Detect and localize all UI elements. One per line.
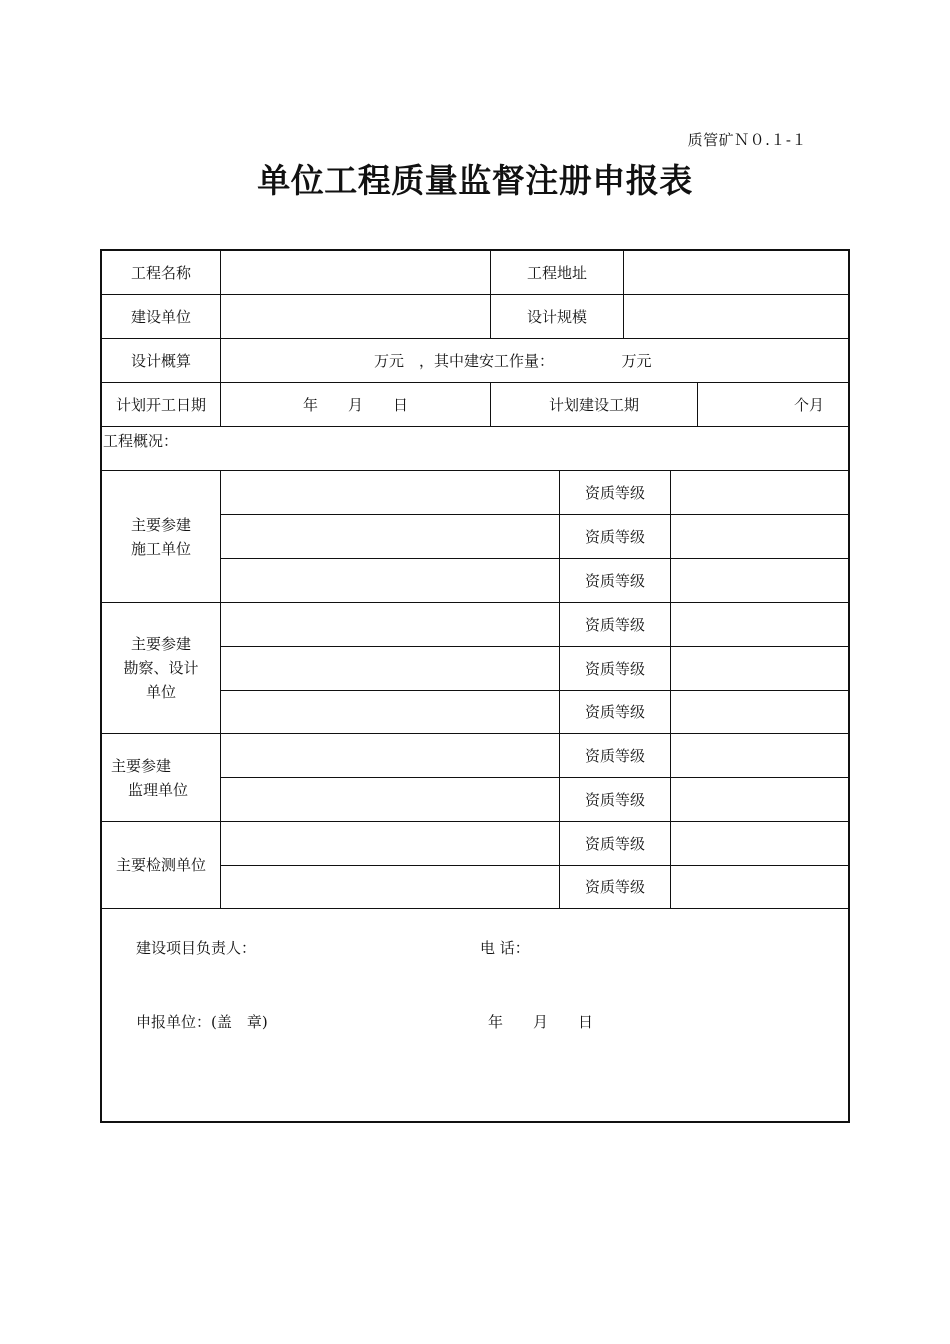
- unit-name-field[interactable]: [221, 471, 559, 514]
- qualification-label: 资质等级: [584, 834, 645, 853]
- design-scale-label: 设计规模: [526, 307, 587, 326]
- project-address-field[interactable]: [624, 251, 848, 294]
- qualification-label: 资质等级: [584, 703, 645, 721]
- qualification-label: 资质等级: [584, 483, 645, 502]
- testing-unit-label: 主要检测单位: [115, 856, 206, 874]
- project-leader-label: 建设项目负责人：: [136, 939, 257, 957]
- phone-label: 电 话：: [480, 939, 530, 957]
- qualification-label: 资质等级: [584, 746, 645, 765]
- unit-name-field[interactable]: [221, 822, 559, 865]
- supervision-unit-label: 主要参建 监理单位: [111, 756, 189, 799]
- design-budget-label: 设计概算: [130, 351, 191, 370]
- applicant-unit-label: 申报单位：(盖 章): [136, 1013, 268, 1031]
- qualification-field[interactable]: [671, 647, 848, 690]
- unit-name-field[interactable]: [221, 647, 559, 690]
- planned-period-field[interactable]: 个月: [793, 395, 824, 414]
- qualification-field[interactable]: [671, 691, 848, 733]
- project-address-label: 工程地址: [526, 263, 587, 282]
- planned-period-label: 计划建设工期: [548, 395, 639, 414]
- owner-unit-field[interactable]: [221, 295, 490, 338]
- owner-unit-label: 建设单位: [130, 307, 191, 326]
- project-name-label: 工程名称: [130, 263, 191, 282]
- unit-name-field[interactable]: [221, 866, 559, 908]
- construction-unit-label: 主要参建 施工单位: [130, 515, 191, 558]
- unit-name-field[interactable]: [221, 515, 559, 558]
- planned-start-label: 计划开工日期: [115, 395, 206, 414]
- project-name-field[interactable]: [221, 251, 490, 294]
- unit-name-field[interactable]: [221, 778, 559, 821]
- qualification-field[interactable]: [671, 603, 848, 646]
- registration-form: [100, 249, 850, 1123]
- qualification-label: 资质等级: [584, 615, 645, 634]
- qualification-label: 资质等级: [584, 659, 645, 678]
- qualification-label: 资质等级: [584, 571, 645, 590]
- qualification-label: 资质等级: [584, 878, 645, 896]
- qualification-field[interactable]: [671, 778, 848, 821]
- planned-start-date[interactable]: 年 月 日: [302, 395, 408, 414]
- qualification-field[interactable]: [671, 734, 848, 777]
- qualification-field[interactable]: [671, 866, 848, 908]
- page-title: 单位工程质量监督注册申报表: [257, 161, 693, 200]
- survey-design-unit-label: 主要参建 勘察、设计 单位: [123, 635, 199, 701]
- qualification-label: 资质等级: [584, 790, 645, 809]
- unit-name-field[interactable]: [221, 559, 559, 602]
- qualification-label: 资质等级: [584, 527, 645, 546]
- application-date: 年 月 日: [488, 1013, 594, 1031]
- qualification-field[interactable]: [671, 471, 848, 514]
- design-budget-field[interactable]: 万元 ，其中建安工作量： 万元: [374, 351, 652, 370]
- unit-name-field[interactable]: [221, 734, 559, 777]
- project-overview-label: 工程概况：: [103, 432, 179, 450]
- qualification-field[interactable]: [671, 822, 848, 865]
- form-code: 质管矿Ｎ０.１-１: [687, 131, 807, 149]
- qualification-field[interactable]: [671, 559, 848, 602]
- unit-name-field[interactable]: [221, 691, 559, 733]
- design-scale-field[interactable]: [624, 295, 848, 338]
- unit-name-field[interactable]: [221, 603, 559, 646]
- qualification-field[interactable]: [671, 515, 848, 558]
